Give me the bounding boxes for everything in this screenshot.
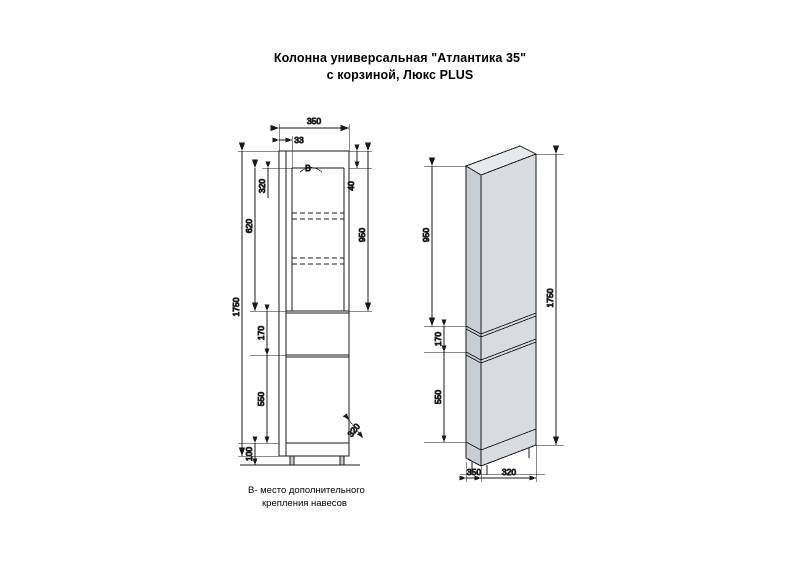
dim-550-iso-label: 550	[433, 389, 443, 405]
dim-mount-320	[257, 168, 268, 198]
dim-iso-550	[433, 352, 444, 442]
front-legs	[240, 456, 360, 465]
dim-iso-950	[421, 166, 432, 326]
dim-iso-320	[481, 467, 536, 478]
note-line-2: крепления навесов	[262, 498, 347, 509]
dim-total-1750	[231, 151, 242, 456]
iso-cabinet-body	[466, 146, 536, 466]
dim-door-550	[256, 355, 267, 443]
dim-upper-950	[357, 151, 368, 311]
dim-170-iso-label: 170	[433, 331, 443, 347]
dim-iso-170	[433, 326, 444, 352]
dim-350-front-label: 350	[306, 116, 322, 126]
page-title-line1: Колонна универсальная "Атлантика 35"	[273, 51, 527, 65]
dim-550-front-label: 550	[256, 391, 266, 407]
dim-320-depth-label: 320	[345, 421, 362, 439]
dim-100-label: 100	[244, 446, 254, 462]
dim-950-front-label: 950	[357, 227, 367, 243]
dim-950-iso-label: 950	[421, 227, 431, 243]
dim-320-mount-label: 320	[257, 178, 267, 194]
dim-1750-front-label: 1750	[231, 297, 241, 317]
page-title-line2: с корзиной, Люкс PLUS	[326, 68, 474, 82]
note-line-1: В- место дополнительного	[248, 485, 365, 496]
dim-width-350	[279, 116, 349, 128]
dim-iso-350	[466, 467, 481, 478]
dim-legs-100	[244, 443, 255, 465]
dim-basket-620	[244, 168, 255, 311]
dim-33-label: 33	[294, 135, 304, 145]
dim-40-label: 40	[346, 181, 356, 191]
dim-620-label: 620	[244, 218, 254, 234]
dim-320-iso-label: 320	[501, 467, 517, 477]
front-cabinet-body	[279, 151, 349, 456]
dim-drawer-170	[256, 311, 267, 355]
dim-iso-1750	[545, 154, 556, 445]
marker-b-label: B	[305, 163, 311, 173]
dim-inset-33	[279, 135, 304, 145]
dim-350-iso-label: 350	[466, 467, 482, 477]
dim-1750-iso-label: 1750	[545, 288, 555, 308]
dim-170-front-label: 170	[256, 325, 266, 341]
